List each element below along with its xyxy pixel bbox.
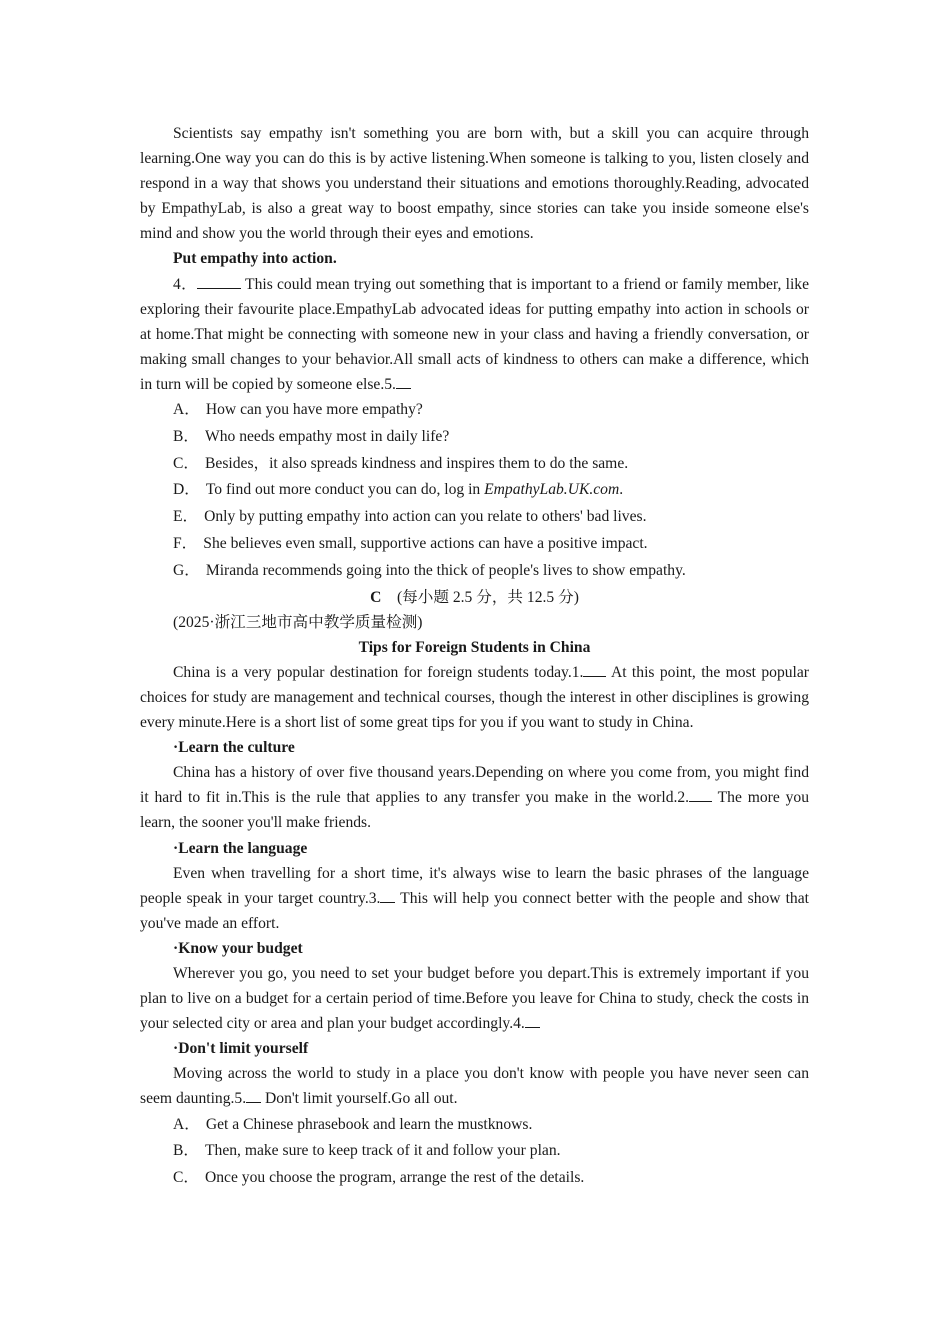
option-text: She believes even small, supportive actions can have a positive impact.	[203, 535, 648, 553]
document-page	[140, 121, 809, 1192]
option-text: Then, make sure to keep track of it and follow your plan.	[205, 1142, 561, 1160]
passage-title: Tips for Foreign Students in China	[358, 638, 591, 656]
option-c	[140, 451, 809, 478]
option-letter: A．	[173, 401, 200, 419]
option-letter: B．	[173, 1142, 199, 1160]
heading-learn-culture: ·Learn the culture	[173, 739, 295, 757]
section-label: C	[370, 588, 382, 606]
language-text: Even when travelling for a short time, it's always wise to learn the basic phrases of the language people speak in your target country.3.	[140, 864, 809, 907]
option-text: Miranda recommends going into the thick of people's lives to show empathy.	[205, 561, 686, 579]
option-text: To find out more conduct you can do, log in	[205, 481, 485, 499]
answer-blank-2[interactable]	[689, 787, 712, 802]
heading-dont-limit: ·Don't limit yourself	[173, 1040, 309, 1058]
paragraph-culture	[140, 760, 809, 835]
limit-text-continued: Don't limit yourself.Go all out.	[261, 1090, 458, 1108]
option-text-end: .	[619, 481, 624, 499]
option-letter: C．	[173, 454, 199, 472]
option-text: Who needs empathy most in daily life?	[205, 427, 450, 445]
option-letter: A．	[173, 1115, 200, 1133]
option-c	[140, 1165, 809, 1192]
option-letter: B．	[173, 427, 199, 445]
answer-blank-4c[interactable]	[525, 1013, 540, 1028]
option-f	[140, 531, 809, 558]
option-website: EmpathyLab.UK.com	[484, 481, 620, 499]
answer-blank-5[interactable]	[396, 374, 411, 389]
paragraph-question-4	[140, 272, 809, 397]
culture-text-continued: The more you learn, the sooner you'll make friends.	[140, 789, 809, 832]
option-letter: F．	[173, 535, 198, 553]
option-letter: E．	[173, 508, 199, 526]
heading-put-empathy-into-action: Put empathy into action.	[173, 250, 337, 268]
option-d	[140, 477, 809, 504]
heading-know-budget: ·Know your budget	[173, 939, 303, 957]
paragraph-action-text: This could mean trying out something that is important to a friend or family member, like exploring their favourite place.EmpathyLab advocated ideas for putting empathy into action in schools or at home.That might be connecting with someone new in your class and having a friendly conversation, or making small changes to your behavior.All small acts of kindness to others can make a difference, which in turn will be copied by someone else.5.	[140, 275, 809, 393]
option-g	[140, 558, 809, 585]
options-list-c	[140, 1112, 809, 1192]
scoring-note: (每小题 2.5 分，共 12.5 分)	[396, 588, 579, 606]
limit-text: Moving across the world to study in a place you don't know with people you have never seen can seem daunting.5.	[140, 1065, 809, 1108]
option-text: Only by putting empathy into action can you relate to others' bad lives.	[204, 508, 647, 526]
paragraph-empathy-skill: Scientists say empathy isn't something you are born with, but a skill you can acquire through learning.One way you can do this is by active listening.When someone is talking to you, listen closely and respond in a way that shows you understand their situations and emotions thoroughly.Reading, advocated by EmpathyLab, is also a great way to boost empathy, since stories can take you inside someone else's mind and show you the world through their eyes and emotions.	[140, 125, 809, 243]
options-list-b	[140, 397, 809, 585]
question-number-4: 4．	[173, 275, 198, 293]
intro-text: China is a very popular destination for foreign students today.1.	[173, 663, 584, 681]
paragraph-budget	[140, 961, 809, 1036]
budget-text: Wherever you go, you need to set your budget before you depart.This is extremely important if you plan to live on a budget for a certain period of time.Before you leave for China to study, check the costs in your selected city or area and plan your budget accordingly.4.	[140, 965, 809, 1033]
option-text: How can you have more empathy?	[205, 401, 423, 419]
answer-blank-3[interactable]	[380, 888, 395, 903]
section-c-header	[140, 585, 809, 610]
answer-blank-5c[interactable]	[246, 1088, 261, 1103]
option-b	[140, 1138, 809, 1165]
option-letter: G．	[173, 561, 200, 579]
culture-text: China has a history of over five thousand years.Depending on where you come from, you might find it hard to fit in.This is the rule that applies to any transfer you make in the world.2.	[140, 764, 809, 807]
option-e	[140, 504, 809, 531]
paragraph-limit	[140, 1061, 809, 1111]
answer-blank-4[interactable]	[197, 274, 241, 289]
option-letter: C．	[173, 1169, 199, 1187]
option-letter: D．	[173, 481, 200, 499]
option-text: Get a Chinese phrasebook and learn the mustknows.	[205, 1115, 533, 1133]
option-a	[140, 397, 809, 424]
language-text-continued: This will help you connect better with the people and show that you've made an effort.	[140, 889, 809, 932]
source-note: (2025·浙江三地市高中教学质量检测)	[173, 613, 423, 631]
option-text: Once you choose the program, arrange the rest of the details.	[205, 1169, 585, 1187]
paragraph-language	[140, 861, 809, 936]
option-a	[140, 1112, 809, 1139]
option-text: Besides，it also spreads kindness and inspires them to do the same.	[205, 454, 629, 472]
paragraph-intro	[140, 660, 809, 735]
intro-text-continued: At this point, the most popular choices for study are management and technical courses, though the interest in other disciplines is growing every minute.Here is a short list of some great tips for you if you want to study in China.	[140, 663, 809, 732]
option-b	[140, 424, 809, 451]
answer-blank-1[interactable]	[583, 662, 606, 677]
heading-learn-language: ·Learn the language	[173, 839, 308, 857]
